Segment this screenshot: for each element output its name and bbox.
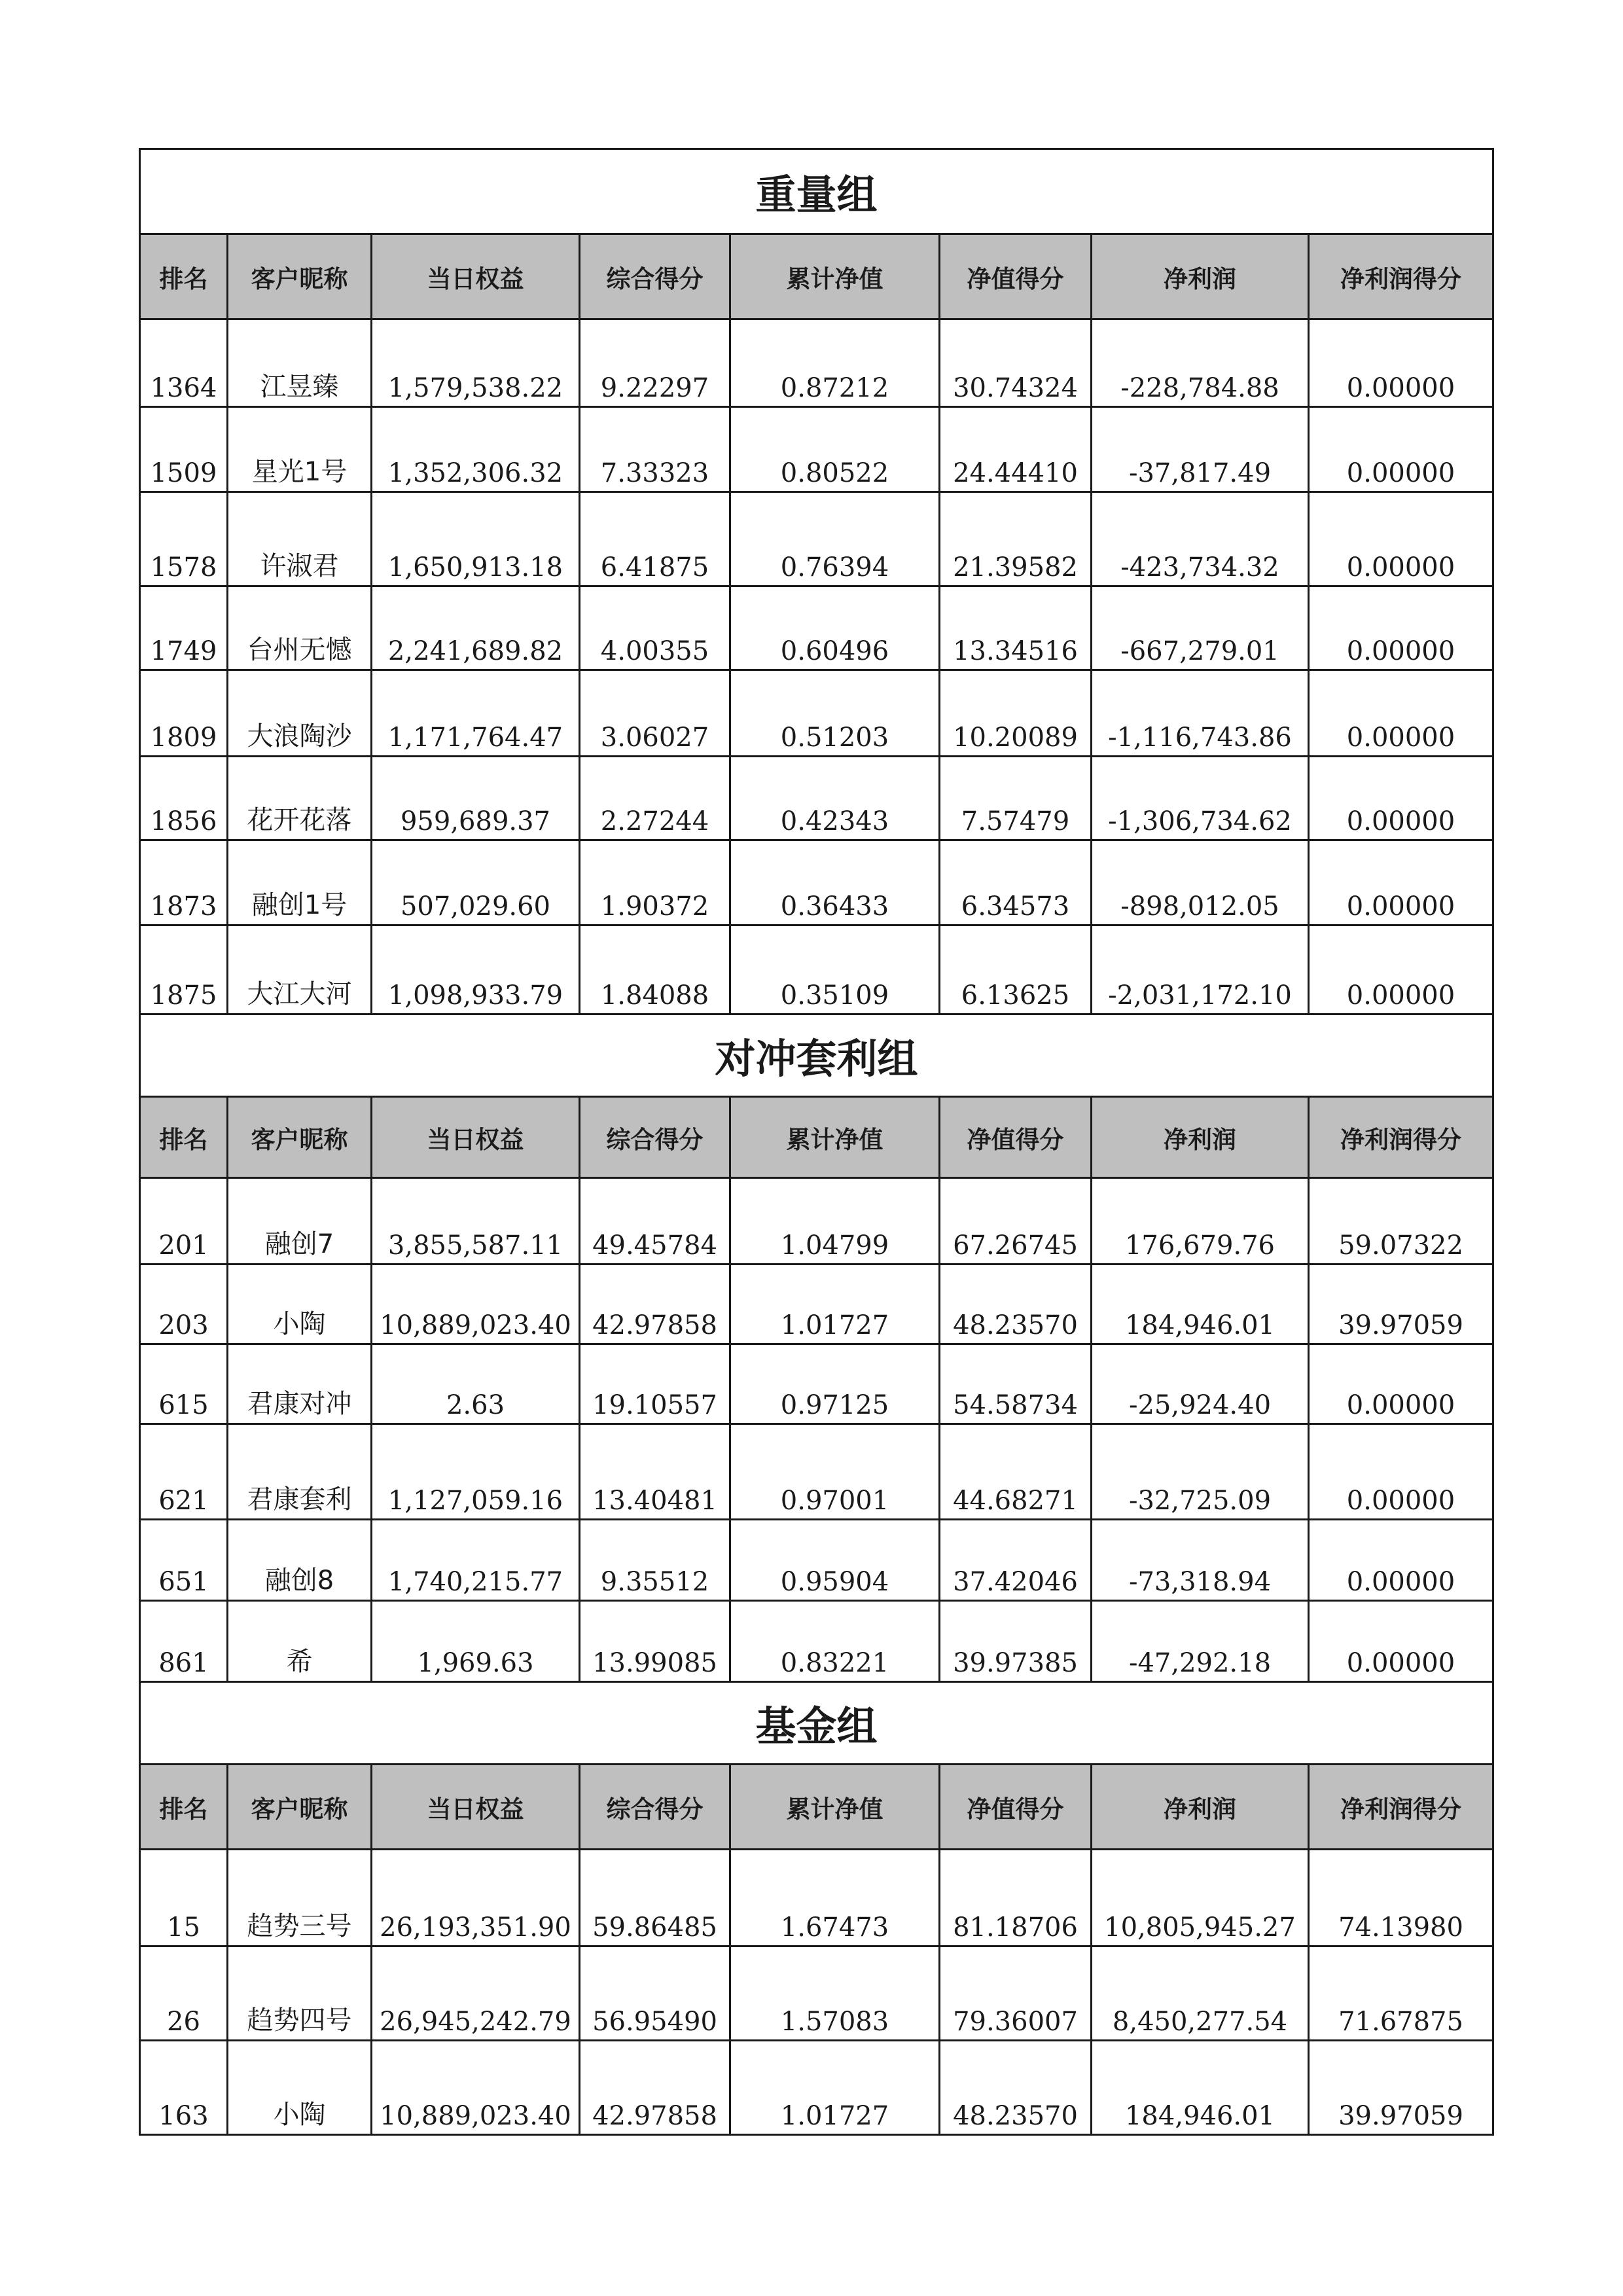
table-cell: 1856 bbox=[140, 757, 228, 840]
table-cell: -1,306,734.62 bbox=[1092, 757, 1309, 840]
table-cell: 0.00000 bbox=[1309, 1344, 1493, 1424]
table-cell: 861 bbox=[140, 1601, 228, 1682]
column-header: 净利润 bbox=[1092, 1097, 1309, 1178]
table-cell: 0.00000 bbox=[1309, 925, 1493, 1014]
table-cell: -1,116,743.86 bbox=[1092, 670, 1309, 757]
table-cell: 0.87212 bbox=[730, 319, 940, 407]
table-cell: 30.74324 bbox=[940, 319, 1092, 407]
table-cell: 1.01727 bbox=[730, 1265, 940, 1344]
table-row bbox=[140, 757, 1493, 840]
column-header: 综合得分 bbox=[580, 1765, 730, 1850]
table-cell: 1,171,764.47 bbox=[372, 670, 580, 757]
table-cell: 1.90372 bbox=[580, 840, 730, 925]
table-cell: 0.51203 bbox=[730, 670, 940, 757]
table-cell: 2,241,689.82 bbox=[372, 586, 580, 670]
ranking-sheet bbox=[139, 148, 1492, 2136]
table-cell: -73,318.94 bbox=[1092, 1520, 1309, 1601]
table-cell: 4.00355 bbox=[580, 586, 730, 670]
table-cell: 小陶 bbox=[228, 1265, 372, 1344]
table-row bbox=[140, 670, 1493, 757]
table-cell: 趋势三号 bbox=[228, 1850, 372, 1946]
table-cell: 0.00000 bbox=[1309, 1520, 1493, 1601]
table-cell: 10,805,945.27 bbox=[1092, 1850, 1309, 1946]
table-cell: 48.23570 bbox=[940, 2041, 1092, 2135]
group-title: 对冲套利组 bbox=[140, 1014, 1493, 1097]
table-cell: 融创7 bbox=[228, 1178, 372, 1265]
table-cell: 0.00000 bbox=[1309, 319, 1493, 407]
table-cell: 26 bbox=[140, 1946, 228, 2041]
table-cell: 24.44410 bbox=[940, 407, 1092, 492]
table-cell: 1.84088 bbox=[580, 925, 730, 1014]
table-cell: 13.99085 bbox=[580, 1601, 730, 1682]
table-cell: 54.58734 bbox=[940, 1344, 1092, 1424]
table-cell: 0.97125 bbox=[730, 1344, 940, 1424]
column-header: 净利润得分 bbox=[1309, 1097, 1493, 1178]
table-cell: 君康对冲 bbox=[228, 1344, 372, 1424]
table-cell: 74.13980 bbox=[1309, 1850, 1493, 1946]
group-title-row bbox=[140, 1014, 1493, 1097]
table-cell: 184,946.01 bbox=[1092, 2041, 1309, 2135]
column-header: 排名 bbox=[140, 1765, 228, 1850]
table-cell: 37.42046 bbox=[940, 1520, 1092, 1601]
table-cell: 39.97059 bbox=[1309, 2041, 1493, 2135]
table-cell: 44.68271 bbox=[940, 1424, 1092, 1520]
table-cell: 0.83221 bbox=[730, 1601, 940, 1682]
table-cell: 39.97059 bbox=[1309, 1265, 1493, 1344]
table-cell: 2.63 bbox=[372, 1344, 580, 1424]
table-cell: 3.06027 bbox=[580, 670, 730, 757]
table-cell: 79.36007 bbox=[940, 1946, 1092, 2041]
table-cell: 1509 bbox=[140, 407, 228, 492]
table-cell: 21.39582 bbox=[940, 492, 1092, 586]
table-cell: -32,725.09 bbox=[1092, 1424, 1309, 1520]
column-header: 当日权益 bbox=[372, 234, 580, 319]
table-cell: 台州无憾 bbox=[228, 586, 372, 670]
table-cell: 81.18706 bbox=[940, 1850, 1092, 1946]
group-title-row bbox=[140, 149, 1493, 234]
column-header: 综合得分 bbox=[580, 1097, 730, 1178]
table-row bbox=[140, 1946, 1493, 2041]
table-cell: 56.95490 bbox=[580, 1946, 730, 2041]
table-cell: 许淑君 bbox=[228, 492, 372, 586]
column-header: 当日权益 bbox=[372, 1097, 580, 1178]
table-cell: -667,279.01 bbox=[1092, 586, 1309, 670]
table-cell: 15 bbox=[140, 1850, 228, 1946]
table-row bbox=[140, 1178, 1493, 1265]
table-cell: 江昱臻 bbox=[228, 319, 372, 407]
table-cell: 42.97858 bbox=[580, 2041, 730, 2135]
table-cell: 48.23570 bbox=[940, 1265, 1092, 1344]
table-cell: 星光1号 bbox=[228, 407, 372, 492]
table-row bbox=[140, 407, 1493, 492]
table-cell: 959,689.37 bbox=[372, 757, 580, 840]
table-cell: 大浪陶沙 bbox=[228, 670, 372, 757]
column-header: 净利润 bbox=[1092, 234, 1309, 319]
table-cell: 6.34573 bbox=[940, 840, 1092, 925]
column-header: 净值得分 bbox=[940, 234, 1092, 319]
table-cell: 1749 bbox=[140, 586, 228, 670]
table-cell: 小陶 bbox=[228, 2041, 372, 2135]
table-cell: -25,924.40 bbox=[1092, 1344, 1309, 1424]
table-cell: 花开花落 bbox=[228, 757, 372, 840]
table-cell: 26,945,242.79 bbox=[372, 1946, 580, 2041]
table-row bbox=[140, 319, 1493, 407]
table-cell: 0.00000 bbox=[1309, 840, 1493, 925]
column-header: 排名 bbox=[140, 1097, 228, 1178]
column-header: 排名 bbox=[140, 234, 228, 319]
table-cell: 3,855,587.11 bbox=[372, 1178, 580, 1265]
table-cell: 13.34516 bbox=[940, 586, 1092, 670]
table-cell: 0.35109 bbox=[730, 925, 940, 1014]
column-header: 累计净值 bbox=[730, 1097, 940, 1178]
table-cell: 0.00000 bbox=[1309, 492, 1493, 586]
table-cell: 0.00000 bbox=[1309, 586, 1493, 670]
column-header: 净值得分 bbox=[940, 1097, 1092, 1178]
table-cell: 8,450,277.54 bbox=[1092, 1946, 1309, 2041]
table-row bbox=[140, 492, 1493, 586]
table-cell: 9.22297 bbox=[580, 319, 730, 407]
table-cell: 67.26745 bbox=[940, 1178, 1092, 1265]
table-cell: 1.67473 bbox=[730, 1850, 940, 1946]
table-cell: 163 bbox=[140, 2041, 228, 2135]
table-cell: 0.95904 bbox=[730, 1520, 940, 1601]
table-cell: -37,817.49 bbox=[1092, 407, 1309, 492]
table-cell: 1.01727 bbox=[730, 2041, 940, 2135]
table-cell: 59.07322 bbox=[1309, 1178, 1493, 1265]
table-row bbox=[140, 2041, 1493, 2135]
table-cell: 1364 bbox=[140, 319, 228, 407]
table-cell: 0.00000 bbox=[1309, 1424, 1493, 1520]
table-cell: 1578 bbox=[140, 492, 228, 586]
table-cell: 希 bbox=[228, 1601, 372, 1682]
table-cell: 君康套利 bbox=[228, 1424, 372, 1520]
table-cell: 71.67875 bbox=[1309, 1946, 1493, 2041]
table-cell: 621 bbox=[140, 1424, 228, 1520]
table-row bbox=[140, 1265, 1493, 1344]
column-header: 净利润得分 bbox=[1309, 234, 1493, 319]
table-cell: -2,031,172.10 bbox=[1092, 925, 1309, 1014]
table-row bbox=[140, 840, 1493, 925]
table-cell: 9.35512 bbox=[580, 1520, 730, 1601]
table-cell: 0.42343 bbox=[730, 757, 940, 840]
table-cell: 1809 bbox=[140, 670, 228, 757]
column-header: 累计净值 bbox=[730, 1765, 940, 1850]
ranking-table bbox=[139, 148, 1494, 2136]
table-cell: 176,679.76 bbox=[1092, 1178, 1309, 1265]
table-cell: 1.04799 bbox=[730, 1178, 940, 1265]
table-cell: -47,292.18 bbox=[1092, 1601, 1309, 1682]
column-header: 净利润得分 bbox=[1309, 1765, 1493, 1850]
column-header: 净值得分 bbox=[940, 1765, 1092, 1850]
table-cell: 0.97001 bbox=[730, 1424, 940, 1520]
table-row bbox=[140, 1601, 1493, 1682]
header-row bbox=[140, 234, 1493, 319]
table-cell: 39.97385 bbox=[940, 1601, 1092, 1682]
table-cell: 1.57083 bbox=[730, 1946, 940, 2041]
table-cell: -228,784.88 bbox=[1092, 319, 1309, 407]
table-row bbox=[140, 1850, 1493, 1946]
column-header: 净利润 bbox=[1092, 1765, 1309, 1850]
table-cell: 0.00000 bbox=[1309, 670, 1493, 757]
header-row bbox=[140, 1765, 1493, 1850]
table-row bbox=[140, 1520, 1493, 1601]
column-header: 客户昵称 bbox=[228, 1097, 372, 1178]
table-cell: 1,352,306.32 bbox=[372, 407, 580, 492]
table-cell: 1,650,913.18 bbox=[372, 492, 580, 586]
column-header: 综合得分 bbox=[580, 234, 730, 319]
table-cell: 6.41875 bbox=[580, 492, 730, 586]
table-cell: 1,098,933.79 bbox=[372, 925, 580, 1014]
table-cell: 10,889,023.40 bbox=[372, 1265, 580, 1344]
table-cell: 1,740,215.77 bbox=[372, 1520, 580, 1601]
table-cell: 融创8 bbox=[228, 1520, 372, 1601]
table-cell: 7.33323 bbox=[580, 407, 730, 492]
header-row bbox=[140, 1097, 1493, 1178]
table-cell: 1,127,059.16 bbox=[372, 1424, 580, 1520]
group-title: 基金组 bbox=[140, 1682, 1493, 1765]
table-cell: 59.86485 bbox=[580, 1850, 730, 1946]
table-row bbox=[140, 925, 1493, 1014]
table-cell: 10,889,023.40 bbox=[372, 2041, 580, 2135]
table-cell: 203 bbox=[140, 1265, 228, 1344]
group-title: 重量组 bbox=[140, 149, 1493, 234]
table-row bbox=[140, 1424, 1493, 1520]
table-cell: 0.60496 bbox=[730, 586, 940, 670]
table-cell: 趋势四号 bbox=[228, 1946, 372, 2041]
table-cell: 651 bbox=[140, 1520, 228, 1601]
table-cell: 大江大河 bbox=[228, 925, 372, 1014]
table-cell: 615 bbox=[140, 1344, 228, 1424]
table-cell: 融创1号 bbox=[228, 840, 372, 925]
table-cell: 201 bbox=[140, 1178, 228, 1265]
group-title-row bbox=[140, 1682, 1493, 1765]
table-cell: 0.00000 bbox=[1309, 757, 1493, 840]
table-cell: 184,946.01 bbox=[1092, 1265, 1309, 1344]
table-cell: 507,029.60 bbox=[372, 840, 580, 925]
table-cell: 1,579,538.22 bbox=[372, 319, 580, 407]
table-row bbox=[140, 1344, 1493, 1424]
table-cell: 19.10557 bbox=[580, 1344, 730, 1424]
table-cell: 0.36433 bbox=[730, 840, 940, 925]
column-header: 客户昵称 bbox=[228, 1765, 372, 1850]
table-cell: 0.80522 bbox=[730, 407, 940, 492]
table-cell: 6.13625 bbox=[940, 925, 1092, 1014]
table-cell: 26,193,351.90 bbox=[372, 1850, 580, 1946]
table-cell: 1875 bbox=[140, 925, 228, 1014]
column-header: 累计净值 bbox=[730, 234, 940, 319]
table-cell: 0.76394 bbox=[730, 492, 940, 586]
column-header: 客户昵称 bbox=[228, 234, 372, 319]
table-cell: 10.20089 bbox=[940, 670, 1092, 757]
table-row bbox=[140, 586, 1493, 670]
table-cell: 2.27244 bbox=[580, 757, 730, 840]
column-header: 当日权益 bbox=[372, 1765, 580, 1850]
table-cell: 7.57479 bbox=[940, 757, 1092, 840]
table-cell: 42.97858 bbox=[580, 1265, 730, 1344]
table-cell: -898,012.05 bbox=[1092, 840, 1309, 925]
table-cell: -423,734.32 bbox=[1092, 492, 1309, 586]
table-cell: 13.40481 bbox=[580, 1424, 730, 1520]
table-cell: 49.45784 bbox=[580, 1178, 730, 1265]
table-cell: 0.00000 bbox=[1309, 1601, 1493, 1682]
table-cell: 1873 bbox=[140, 840, 228, 925]
table-cell: 0.00000 bbox=[1309, 407, 1493, 492]
table-cell: 1,969.63 bbox=[372, 1601, 580, 1682]
